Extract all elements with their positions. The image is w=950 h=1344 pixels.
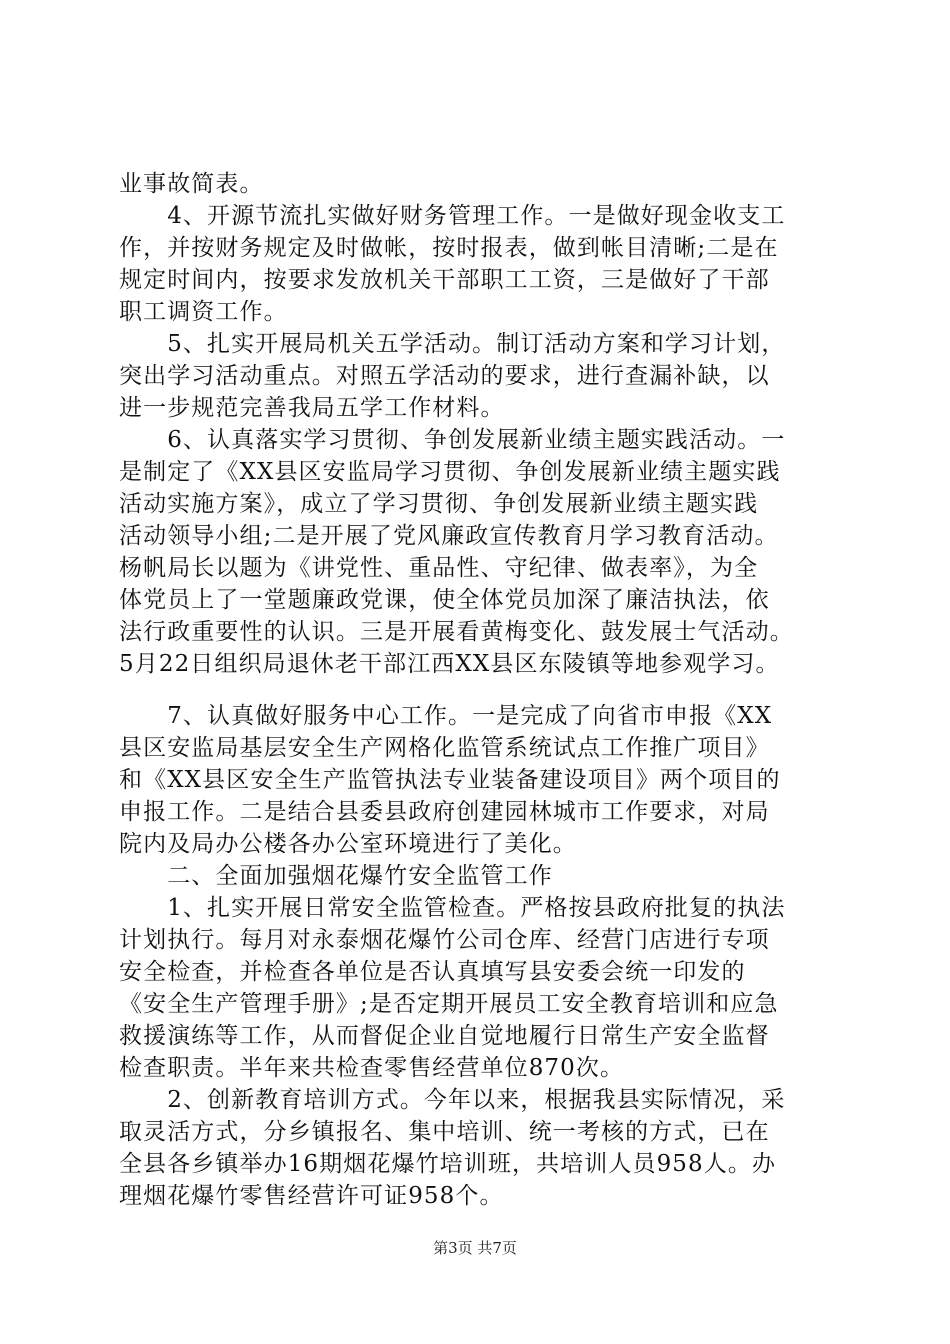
paragraph-line: 院内及局办公楼各办公室环境进行了美化。 [119, 831, 577, 857]
paragraph-line: 2、创新教育培训方式。今年以来，根据我县实际情况，采 [119, 1087, 786, 1113]
paragraph-line: 5月22日组织局退休老干部江西XX县区东陵镇等地参观学习。 [119, 651, 780, 677]
paragraph-line: 《安全生产管理手册》;是否定期开展员工安全教育培训和应急 [119, 991, 779, 1017]
paragraph-line: 4、开源节流扎实做好财务管理工作。一是做好现金收支工 [119, 203, 786, 229]
paragraph-line: 检查职责。半年来共检查零售经营单位870次。 [119, 1055, 625, 1081]
paragraph-line: 申报工作。二是结合县委县政府创建园林城市工作要求，对局 [119, 799, 770, 825]
paragraph-line: 理烟花爆竹零售经营许可证958个。 [119, 1183, 504, 1209]
paragraph-line: 职工调资工作。 [119, 299, 288, 325]
page-number-footer: 第3页 共7页 [433, 1239, 517, 1257]
paragraph-line: 活动实施方案》，成立了学习贯彻、争创发展新业绩主题实践 [119, 491, 759, 517]
paragraph-spacer [119, 680, 839, 700]
paragraph-line: 5、扎实开展局机关五学活动。制订活动方案和学习计划， [119, 331, 786, 357]
paragraph-line: 安全检查，并检查各单位是否认真填写县安委会统一印发的 [119, 959, 746, 985]
paragraph-line: 法行政重要性的认识。三是开展看黄梅变化、鼓发展士气活动。 [119, 619, 794, 645]
paragraph-line: 活动领导小组;二是开展了党风廉政宣传教育月学习教育活动。 [119, 523, 779, 549]
paragraph-line: 计划执行。每月对永泰烟花爆竹公司仓库、经营门店进行专项 [119, 927, 770, 953]
paragraph-line: 全县各乡镇举办16期烟花爆竹培训班，共培训人员958人。办 [119, 1151, 777, 1177]
paragraph-line: 作，并按财务规定及时做帐，按时报表，做到帐目清晰;二是在 [119, 235, 779, 261]
paragraph-line: 进一步规范完善我局五学工作材料。 [119, 395, 505, 421]
paragraph-line: 救援演练等工作，从而督促企业自觉地履行日常生产安全监督 [119, 1023, 770, 1049]
paragraph-line: 和《XX县区安全生产监管执法专业装备建设项目》两个项目的 [119, 767, 781, 793]
paragraph-line: 1、扎实开展日常安全监管检查。严格按县政府批复的执法 [119, 895, 786, 921]
paragraph-line: 体党员上了一堂题廉政党课，使全体党员加深了廉洁执法，依 [119, 587, 770, 613]
paragraph-line: 7、认真做好服务中心工作。一是完成了向省市申报《XX [119, 703, 773, 729]
paragraph-line: 取灵活方式，分乡镇报名、集中培训、统一考核的方式，已在 [119, 1119, 770, 1145]
paragraph-line: 规定时间内，按要求发放机关干部职工工资，三是做好了干部 [119, 267, 770, 293]
paragraph-line: 是制定了《XX县区安监局学习贯彻、争创发展新业绩主题实践 [119, 459, 781, 485]
section-heading: 二、全面加强烟花爆竹安全监管工作 [119, 863, 553, 889]
paragraph-line: 业事故简表。 [119, 171, 264, 197]
paragraph-line: 突出学习活动重点。对照五学活动的要求，进行查漏补缺，以 [119, 363, 770, 389]
paragraph-line: 县区安监局基层安全生产网格化监管系统试点工作推广项目》 [119, 735, 770, 761]
document-body [119, 168, 839, 1212]
paragraph-line: 杨帆局长以题为《讲党性、重品性、守纪律、做表率》，为全 [119, 555, 759, 581]
paragraph-line: 6、认真落实学习贯彻、争创发展新业绩主题实践活动。一 [119, 427, 786, 453]
